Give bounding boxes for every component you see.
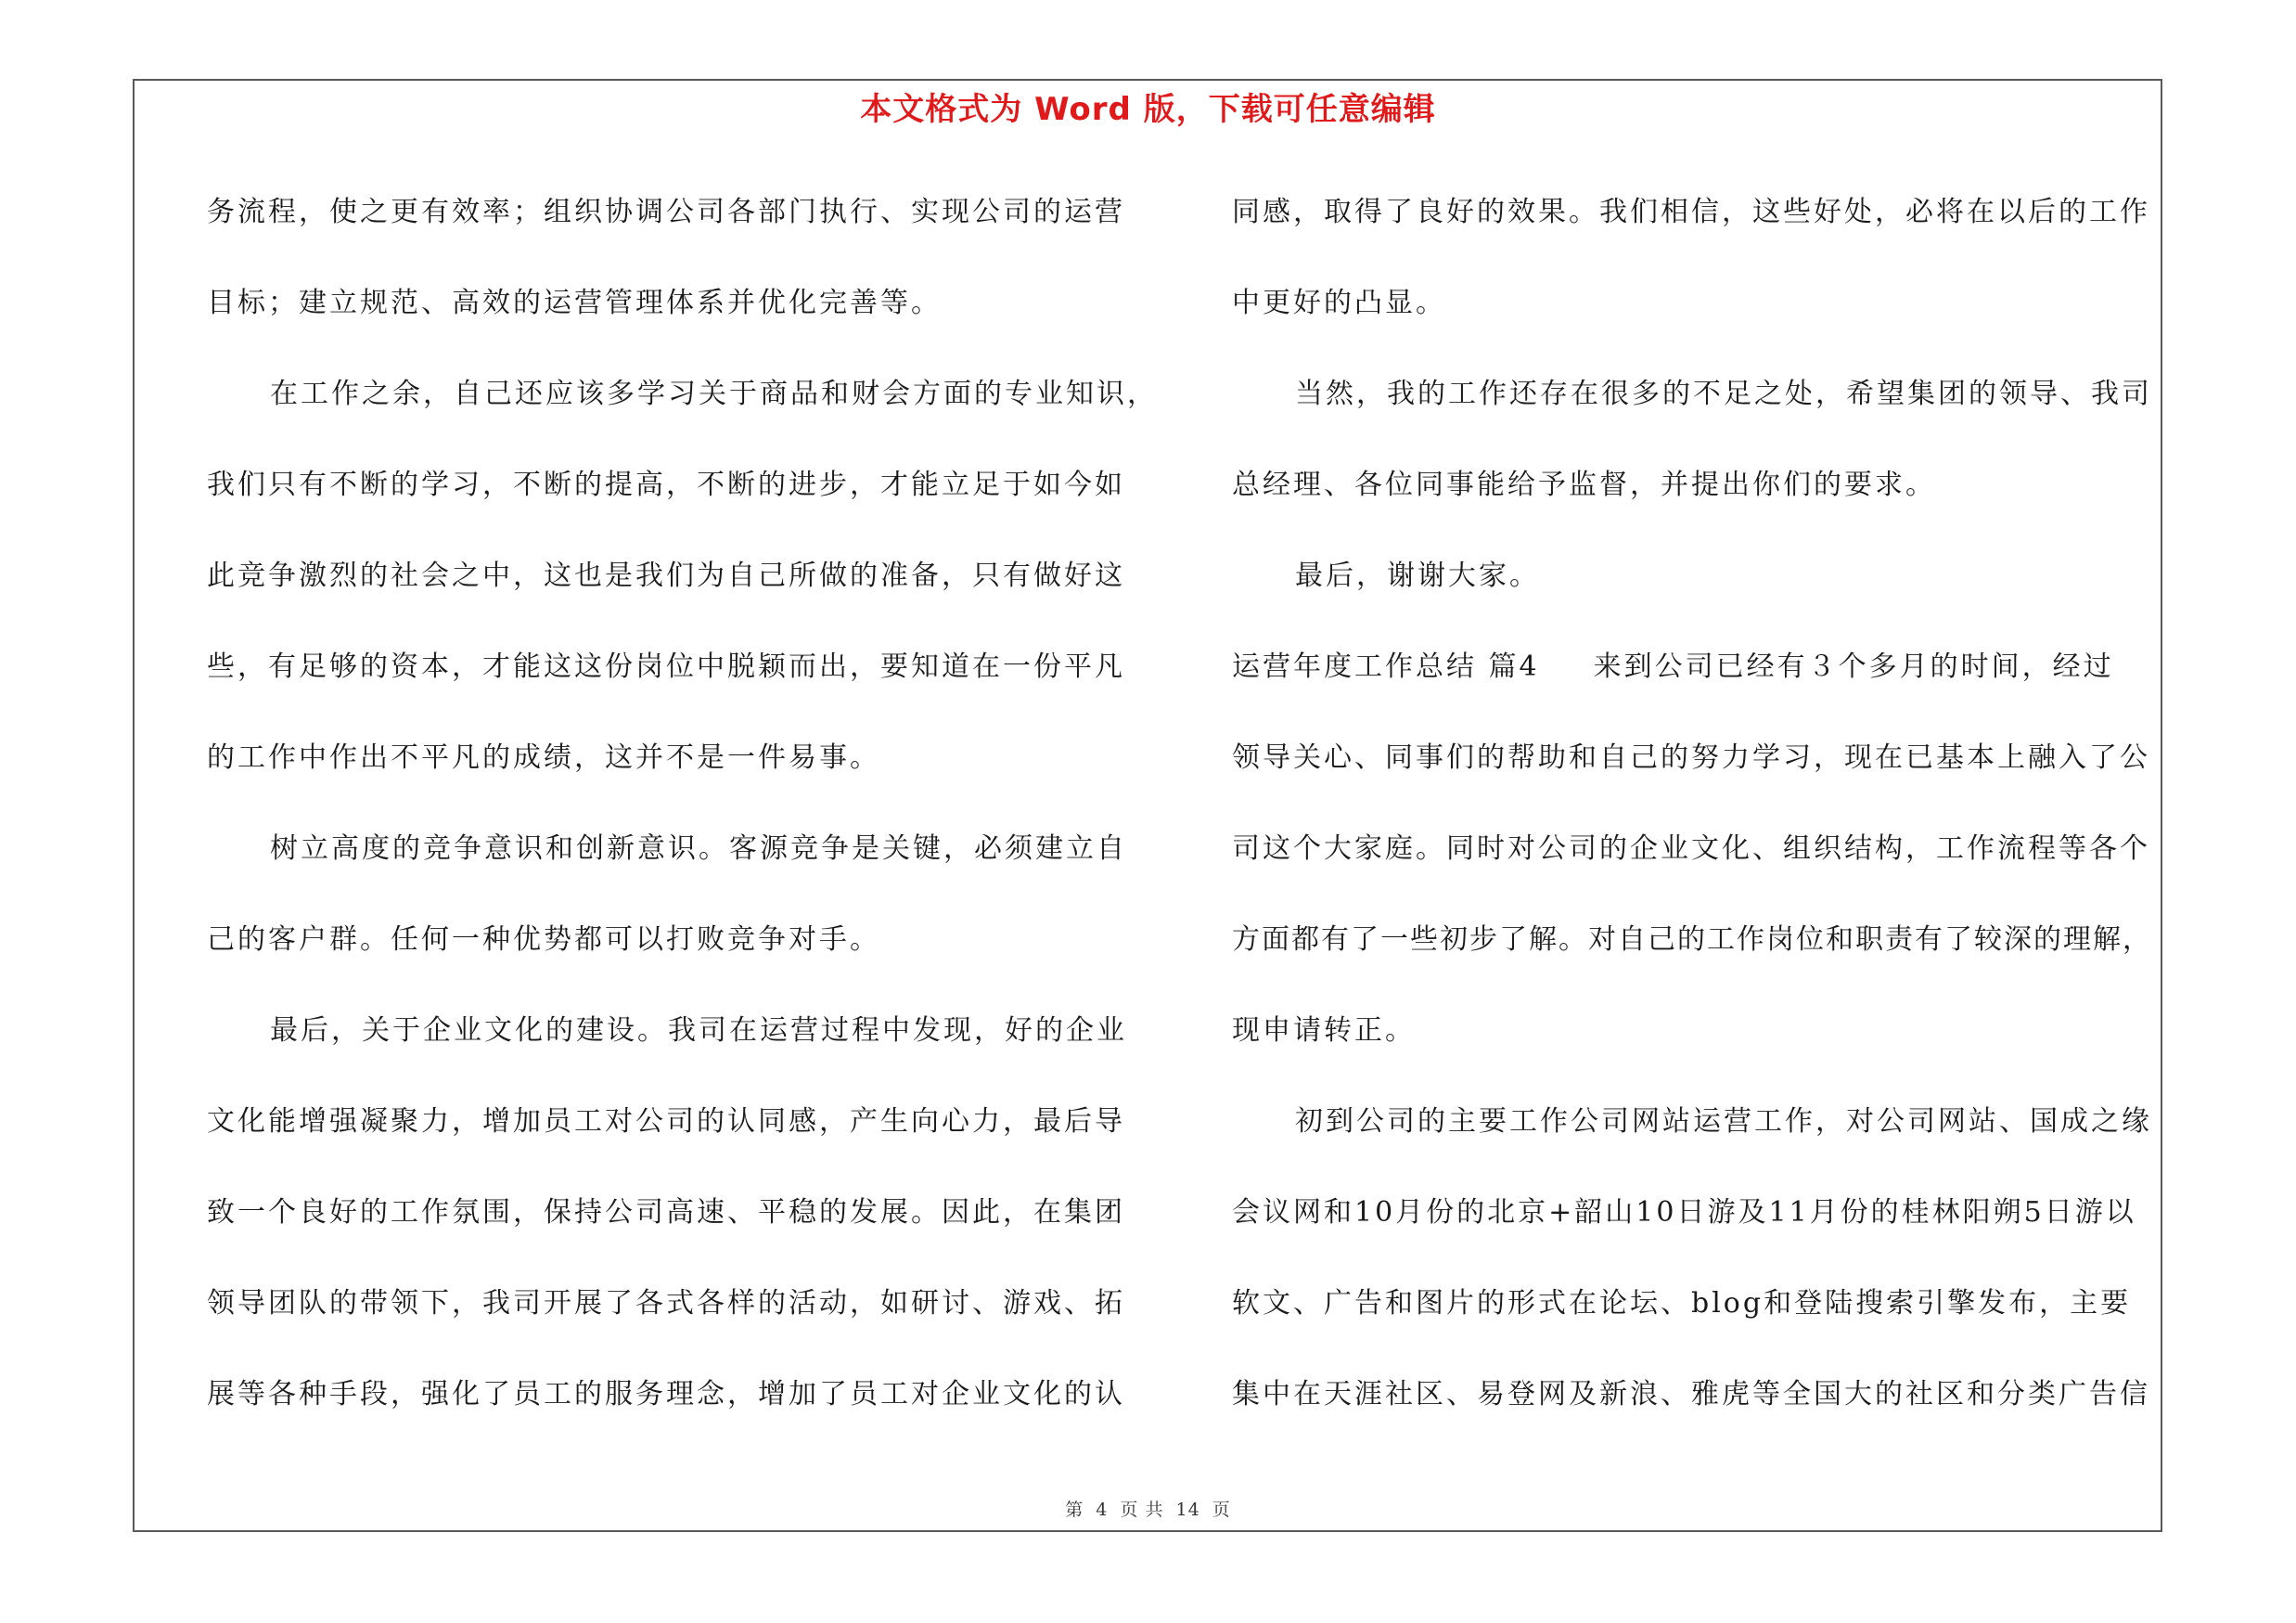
text-line: 最后，关于企业文化的建设。我司在运营过程中发现，好的企业: [270, 1014, 1127, 1047]
section-heading: 运营年度工作总结 篇4: [1232, 650, 1540, 683]
text-line: 领导关心、同事们的帮助和自己的努力学习，现在已基本上融入了公: [1232, 741, 2150, 774]
footer-middle: 页 共: [1120, 1500, 1164, 1520]
text-line: 目标；建立规范、高效的运营管理体系并优化完善等。: [207, 287, 942, 319]
text-line: 己的客户群。任何一种优势都可以打败竞争对手。: [207, 923, 880, 956]
text-line: 树立高度的竞争意识和创新意识。客源竞争是关键，必须建立自: [270, 832, 1127, 865]
text-line: 些，有足够的资本，才能这这份岗位中脱颖而出，要知道在一份平凡: [207, 650, 1125, 683]
format-notice: 本文格式为 Word 版，下载可任意编辑: [860, 91, 1436, 128]
text-line: 总经理、各位同事能给予监督，并提出你们的要求。: [1232, 469, 1936, 501]
text-line: 我们只有不断的学习，不断的提高，不断的进步，才能立足于如今如: [207, 469, 1125, 501]
text-line: 领导团队的带领下，我司开展了各式各样的活动，如研讨、游戏、拓: [207, 1287, 1125, 1320]
text-line: 同感，取得了良好的效果。我们相信，这些好处，必将在以后的工作: [1232, 196, 2150, 228]
text-line: 会议网和10月份的北京+韶山10日游及11月份的桂林阳朔5日游以: [1232, 1196, 2136, 1229]
text-line: 务流程，使之更有效率；组织协调公司各部门执行、实现公司的运营: [207, 196, 1125, 228]
right-column: [1232, 167, 2160, 1440]
footer-suffix: 页: [1212, 1500, 1231, 1520]
text-line: 集中在天涯社区、易登网及新浪、雅虎等全国大的社区和分类广告信: [1232, 1378, 2150, 1410]
text-line: 展等各种手段，强化了员工的服务理念，增加了员工对企业文化的认: [207, 1378, 1125, 1410]
current-page-number: 4: [1096, 1500, 1109, 1520]
text-line: 致一个良好的工作氛围，保持公司高速、平稳的发展。因此，在集团: [207, 1196, 1125, 1229]
text-line: 初到公司的主要工作公司网站运营工作，对公司网站、国成之缘: [1295, 1105, 2152, 1138]
text-line: 文化能增强凝聚力，增加员工对公司的认同感，产生向心力，最后导: [207, 1105, 1125, 1138]
text-line: 中更好的凸显。: [1232, 287, 1446, 319]
text-line: 最后，谢谢大家。: [1295, 560, 1540, 592]
text-line: 在工作之余，自己还应该多学习关于商品和财会方面的专业知识，: [270, 378, 1158, 410]
text-line: 方面都有了一些初步了解。对自己的工作岗位和职责有了较深的理解，: [1232, 923, 2152, 956]
page-number-footer: [0, 1496, 2296, 1521]
text-line: 的工作中作出不平凡的成绩，这并不是一件易事。: [207, 741, 880, 774]
text-line: 当然，我的工作还存在很多的不足之处，希望集团的领导、我司: [1295, 378, 2152, 410]
text-line: 软文、广告和图片的形式在论坛、blog和登陆搜索引擎发布，主要: [1232, 1287, 2132, 1320]
left-column: [207, 167, 1158, 1440]
text-line: 司这个大家庭。同时对公司的企业文化、组织结构，工作流程等各个: [1232, 832, 2150, 865]
section-intro-text: 来到公司已经有３个多月的时间，经过: [1593, 650, 2114, 683]
total-page-count: 14: [1175, 1500, 1200, 1520]
text-line: 现申请转正。: [1232, 1014, 1416, 1047]
section-heading-line: [1232, 622, 2160, 713]
text-line: 此竞争激烈的社会之中，这也是我们为自己所做的准备，只有做好这: [207, 560, 1125, 592]
footer-prefix: 第: [1065, 1500, 1084, 1520]
